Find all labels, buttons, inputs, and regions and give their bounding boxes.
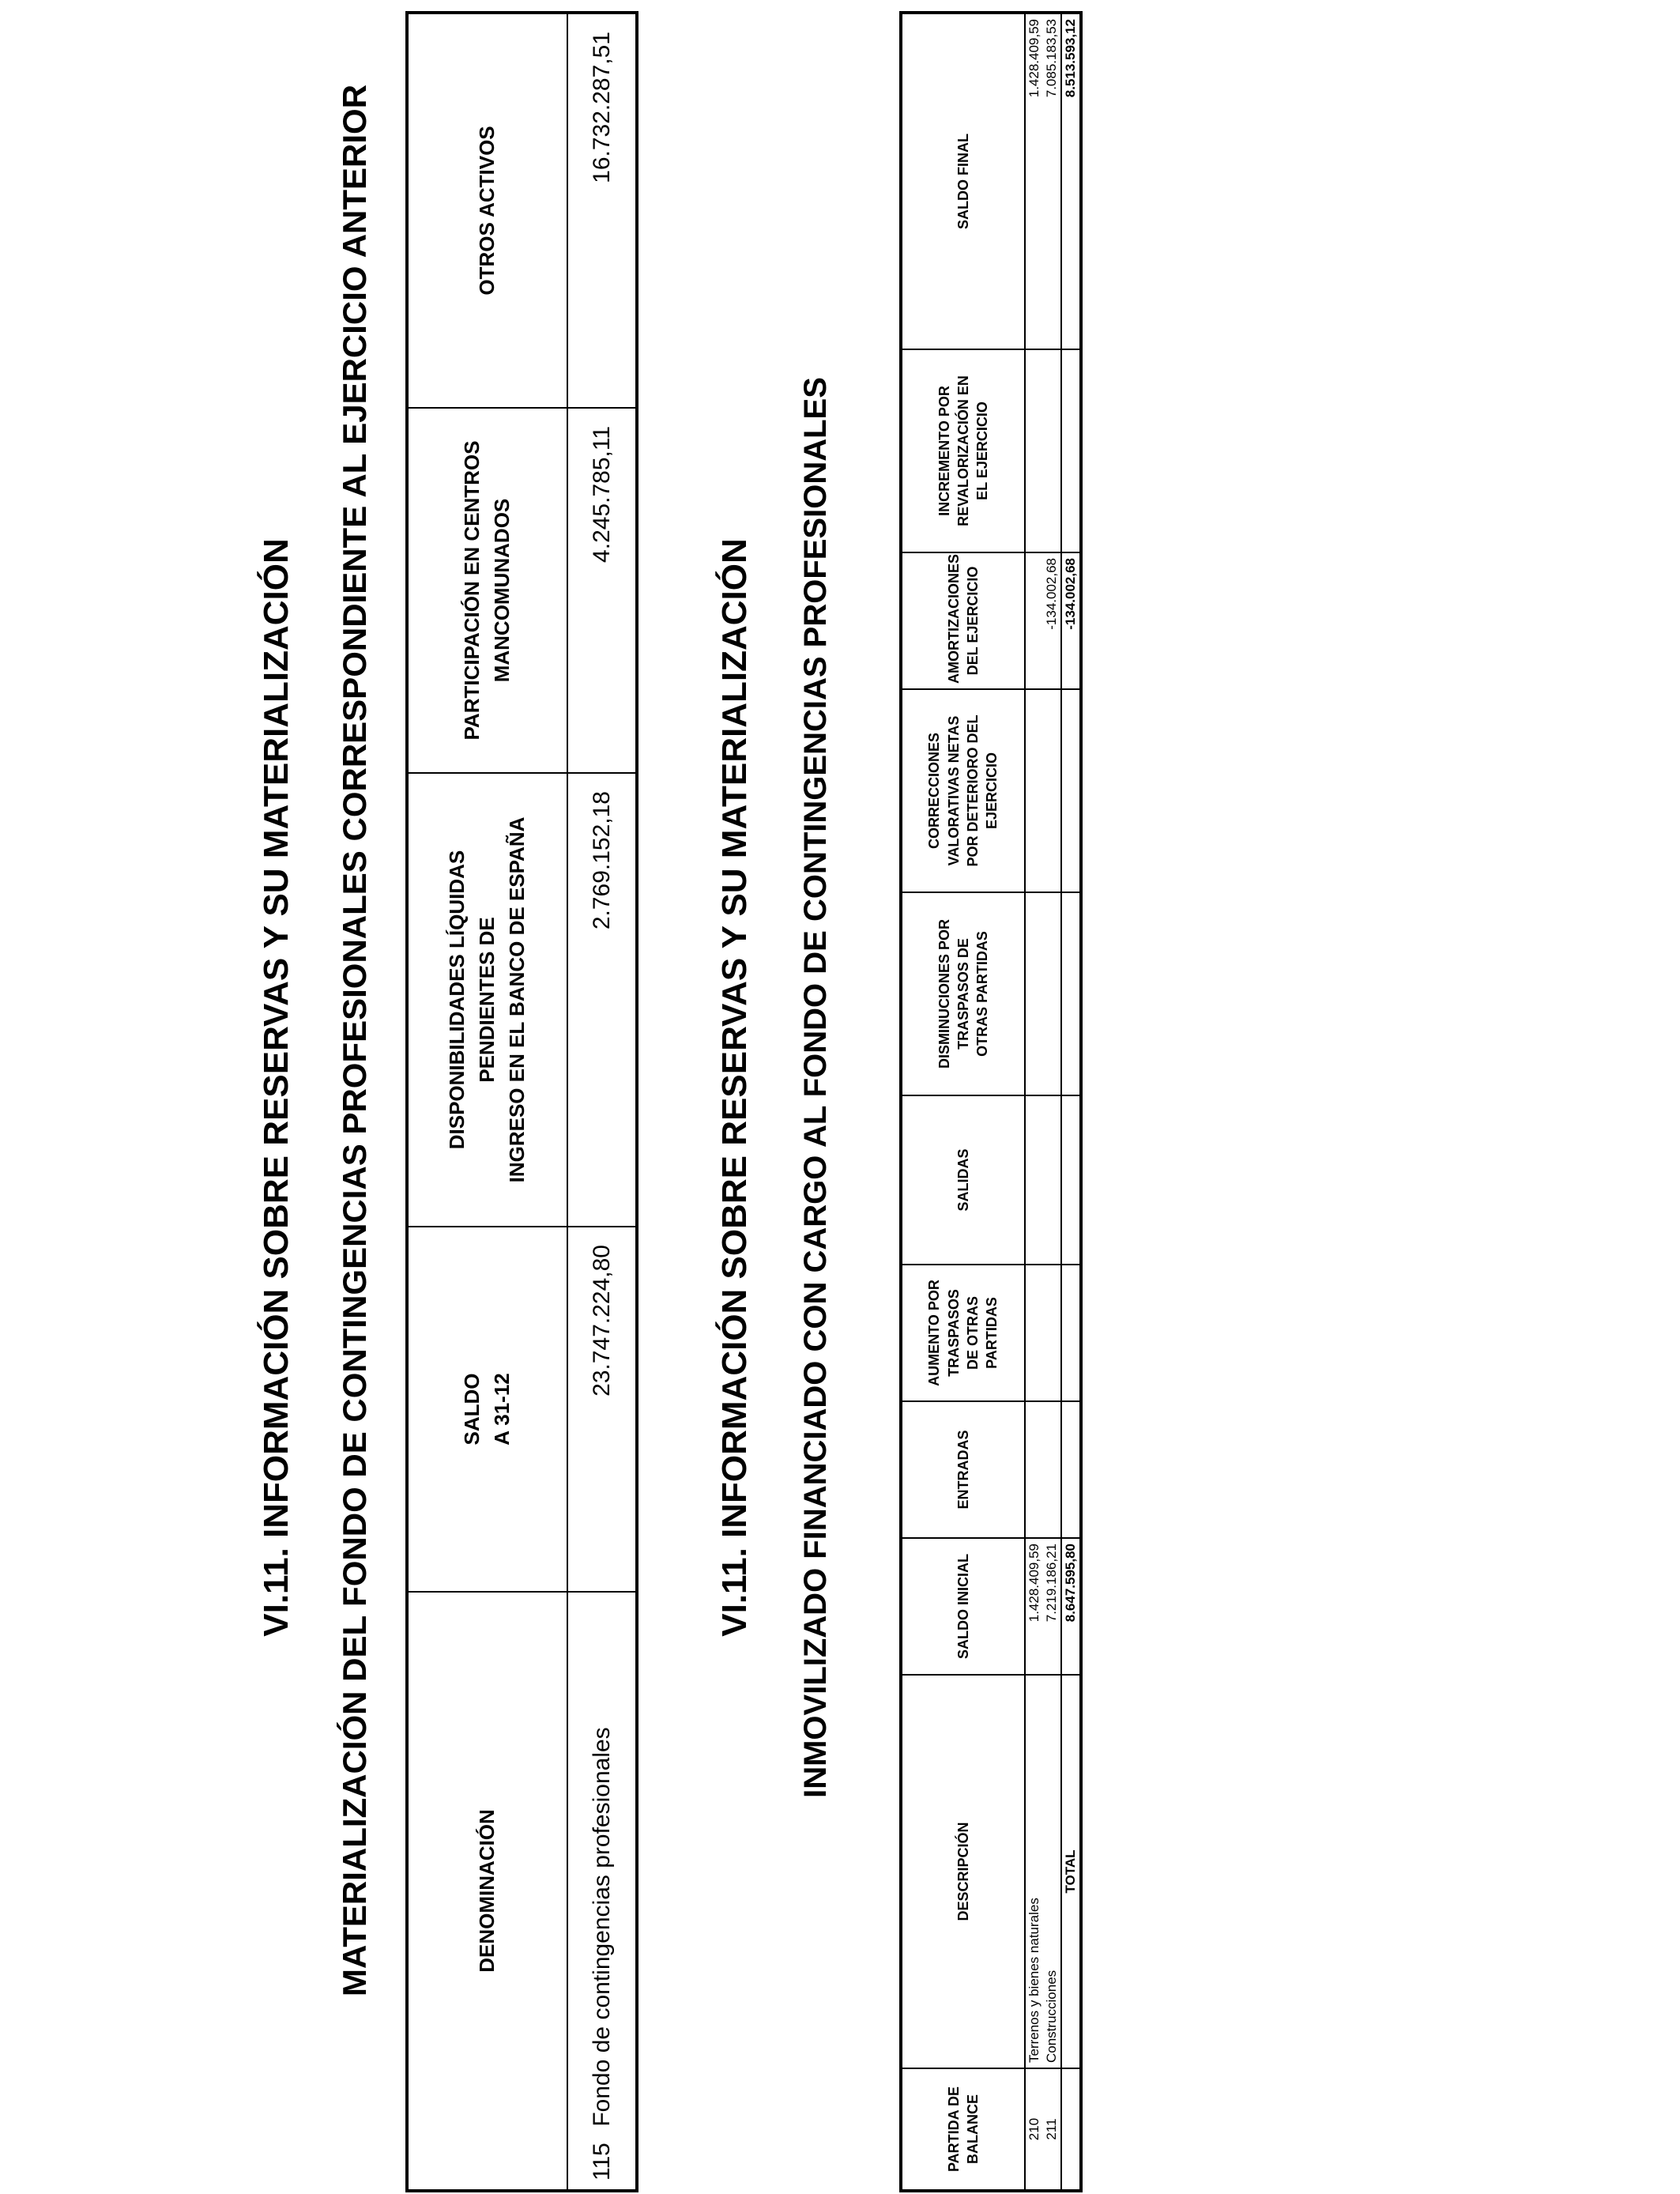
cell-partida: 210 [1025, 2068, 1043, 2191]
header-amortizaciones-line1: AMORTIZACIONES [945, 554, 962, 684]
header-saldo-inicial: SALDO INICIAL [901, 1538, 1025, 1675]
header-partida-line1: PARTIDA DE [945, 2087, 962, 2172]
cell-amortizaciones [1025, 552, 1043, 689]
header-disminuciones [901, 892, 1025, 1095]
header-disminuciones-line1: DISMINUCIONES POR [936, 918, 952, 1069]
cell-entradas [1043, 1401, 1061, 1538]
header-incremento [901, 349, 1025, 552]
cell-total-aumento [1061, 1265, 1081, 1401]
cell-amortizaciones: -134.002,68 [1043, 552, 1061, 689]
table-row [1043, 13, 1061, 2191]
cell-aumento [1043, 1265, 1061, 1401]
materializacion-table [405, 11, 638, 2192]
cell-total-entradas [1061, 1401, 1081, 1538]
header-disponibilidades-line1: DISPONIBILIDADES LÍQUIDAS PENDIENTES DE [445, 850, 499, 1150]
header-partida [901, 2068, 1025, 2191]
header-correcciones-line4: EJERCICIO [984, 752, 1000, 830]
page-title-2: VI.11. INFORMACIÓN SOBRE RESERVAS Y SU MATERIALIZACIÓN [715, 538, 754, 1637]
table-row [1025, 13, 1043, 2191]
header-saldo-line1: SALDO [460, 1373, 484, 1446]
cell-saldo-final: 7.085.183,53 [1043, 13, 1061, 349]
header-amortizaciones [901, 552, 1025, 689]
cell-total-saldo-final: 8.513.593,12 [1061, 13, 1081, 349]
header-disminuciones-line3: OTRAS PARTIDAS [974, 931, 991, 1057]
cell-correcciones [1025, 689, 1043, 892]
page-title: VI.11. INFORMACIÓN SOBRE RESERVAS Y SU MATERIALIZACIÓN [257, 538, 296, 1637]
cell-salidas [1025, 1095, 1043, 1265]
cell-saldo: 23.747.224,80 [567, 1227, 637, 1592]
cell-correcciones [1043, 689, 1061, 892]
cell-participacion: 4.245.785,11 [567, 408, 637, 773]
header-salidas: SALIDAS [901, 1095, 1025, 1265]
cell-total-saldo-inicial: 8.647.595,80 [1061, 1538, 1081, 1675]
header-incremento-line2: REVALORIZACIÓN EN [955, 375, 971, 526]
table-row [567, 13, 637, 2191]
header-incremento-line3: EL EJERCICIO [974, 401, 991, 500]
cell-disminuciones [1025, 892, 1043, 1095]
header-aumento-line1: AUMENTO POR [926, 1280, 943, 1386]
header-incremento-line1: INCREMENTO POR [936, 386, 952, 516]
cell-saldo-inicial: 1.428.409,59 [1025, 1538, 1043, 1675]
cell-saldo-final: 1.428.409,59 [1025, 13, 1043, 349]
header-saldo-final: SALDO FINAL [901, 13, 1025, 349]
header-disminuciones-line2: TRASPASOS DE [955, 938, 971, 1050]
header-saldo [407, 1227, 567, 1592]
cell-name: Fondo de contingencias profesionales [588, 1727, 615, 2127]
cell-total-amortizaciones: -134.002,68 [1061, 552, 1081, 689]
section-subtitle-inmovilizado: INMOVILIZADO FINANCIADO CON CARGO AL FONDO DE CONTINGENCIAS PROFESIONALES [798, 377, 833, 1798]
header-aumento [901, 1265, 1025, 1401]
cell-otros-activos: 16.732.287,51 [567, 13, 637, 408]
header-disponibilidades [407, 773, 567, 1227]
cell-incremento [1043, 349, 1061, 552]
header-correcciones-line3: POR DETERIORO DEL [965, 714, 981, 867]
header-disponibilidades-line2: INGRESO EN EL BANCO DE ESPAÑA [504, 816, 529, 1183]
header-participacion-line1: PARTICIPACIÓN EN CENTROS [460, 440, 484, 741]
cell-total-incremento [1061, 349, 1081, 552]
header-amortizaciones-line2: DEL EJERCICIO [965, 566, 981, 676]
cell-disponibilidades: 2.769.152,18 [567, 773, 637, 1227]
header-entradas: ENTRADAS [901, 1401, 1025, 1538]
header-aumento-line3: DE OTRAS [965, 1296, 981, 1370]
header-saldo-line2: A 31-12 [490, 1373, 514, 1446]
cell-entradas [1025, 1401, 1043, 1538]
cell-total-disminuciones [1061, 892, 1081, 1095]
table-header-row [407, 13, 567, 2191]
cell-code: 115 [588, 2143, 615, 2181]
header-descripcion: DESCRIPCIÓN [901, 1675, 1025, 2068]
cell-total-salidas [1061, 1095, 1081, 1265]
cell-saldo-inicial: 7.219.186,21 [1043, 1538, 1061, 1675]
header-aumento-line2: TRASPASOS [945, 1289, 962, 1377]
cell-salidas [1043, 1095, 1061, 1265]
inmovilizado-table [899, 11, 1083, 2192]
cell-aumento [1025, 1265, 1043, 1401]
header-correcciones [901, 689, 1025, 892]
header-partida-line2: BALANCE [965, 2094, 981, 2164]
cell-descripcion: Terrenos y bienes naturales [1025, 1675, 1043, 2068]
table-header-row [901, 13, 1025, 2191]
header-participacion-line2: MANCOMUNADOS [490, 498, 514, 683]
cell-partida: 211 [1043, 2068, 1061, 2191]
header-participacion [407, 408, 567, 773]
cell-incremento [1025, 349, 1043, 552]
cell-disminuciones [1043, 892, 1061, 1095]
total-row [1061, 13, 1081, 2191]
cell-total-label: TOTAL [1061, 1675, 1081, 2068]
cell-total-correcciones [1061, 689, 1081, 892]
header-otros-activos: OTROS ACTIVOS [407, 13, 567, 408]
header-correcciones-line1: CORRECCIONES [926, 733, 943, 850]
cell-denominacion [567, 1592, 637, 2191]
section-subtitle-materializacion: MATERIALIZACIÓN DEL FONDO DE CONTINGENCIAS PROFESIONALES CORRESPONDIENTE AL EJERCICIO ANTERIOR [336, 84, 373, 1996]
header-denominacion: DENOMINACIÓN [407, 1592, 567, 2191]
header-correcciones-line2: VALORATIVAS NETAS [945, 715, 962, 866]
header-aumento-line4: PARTIDAS [984, 1297, 1000, 1369]
cell-total-partida [1061, 2068, 1081, 2191]
cell-descripcion: Construcciones [1043, 1675, 1061, 2068]
